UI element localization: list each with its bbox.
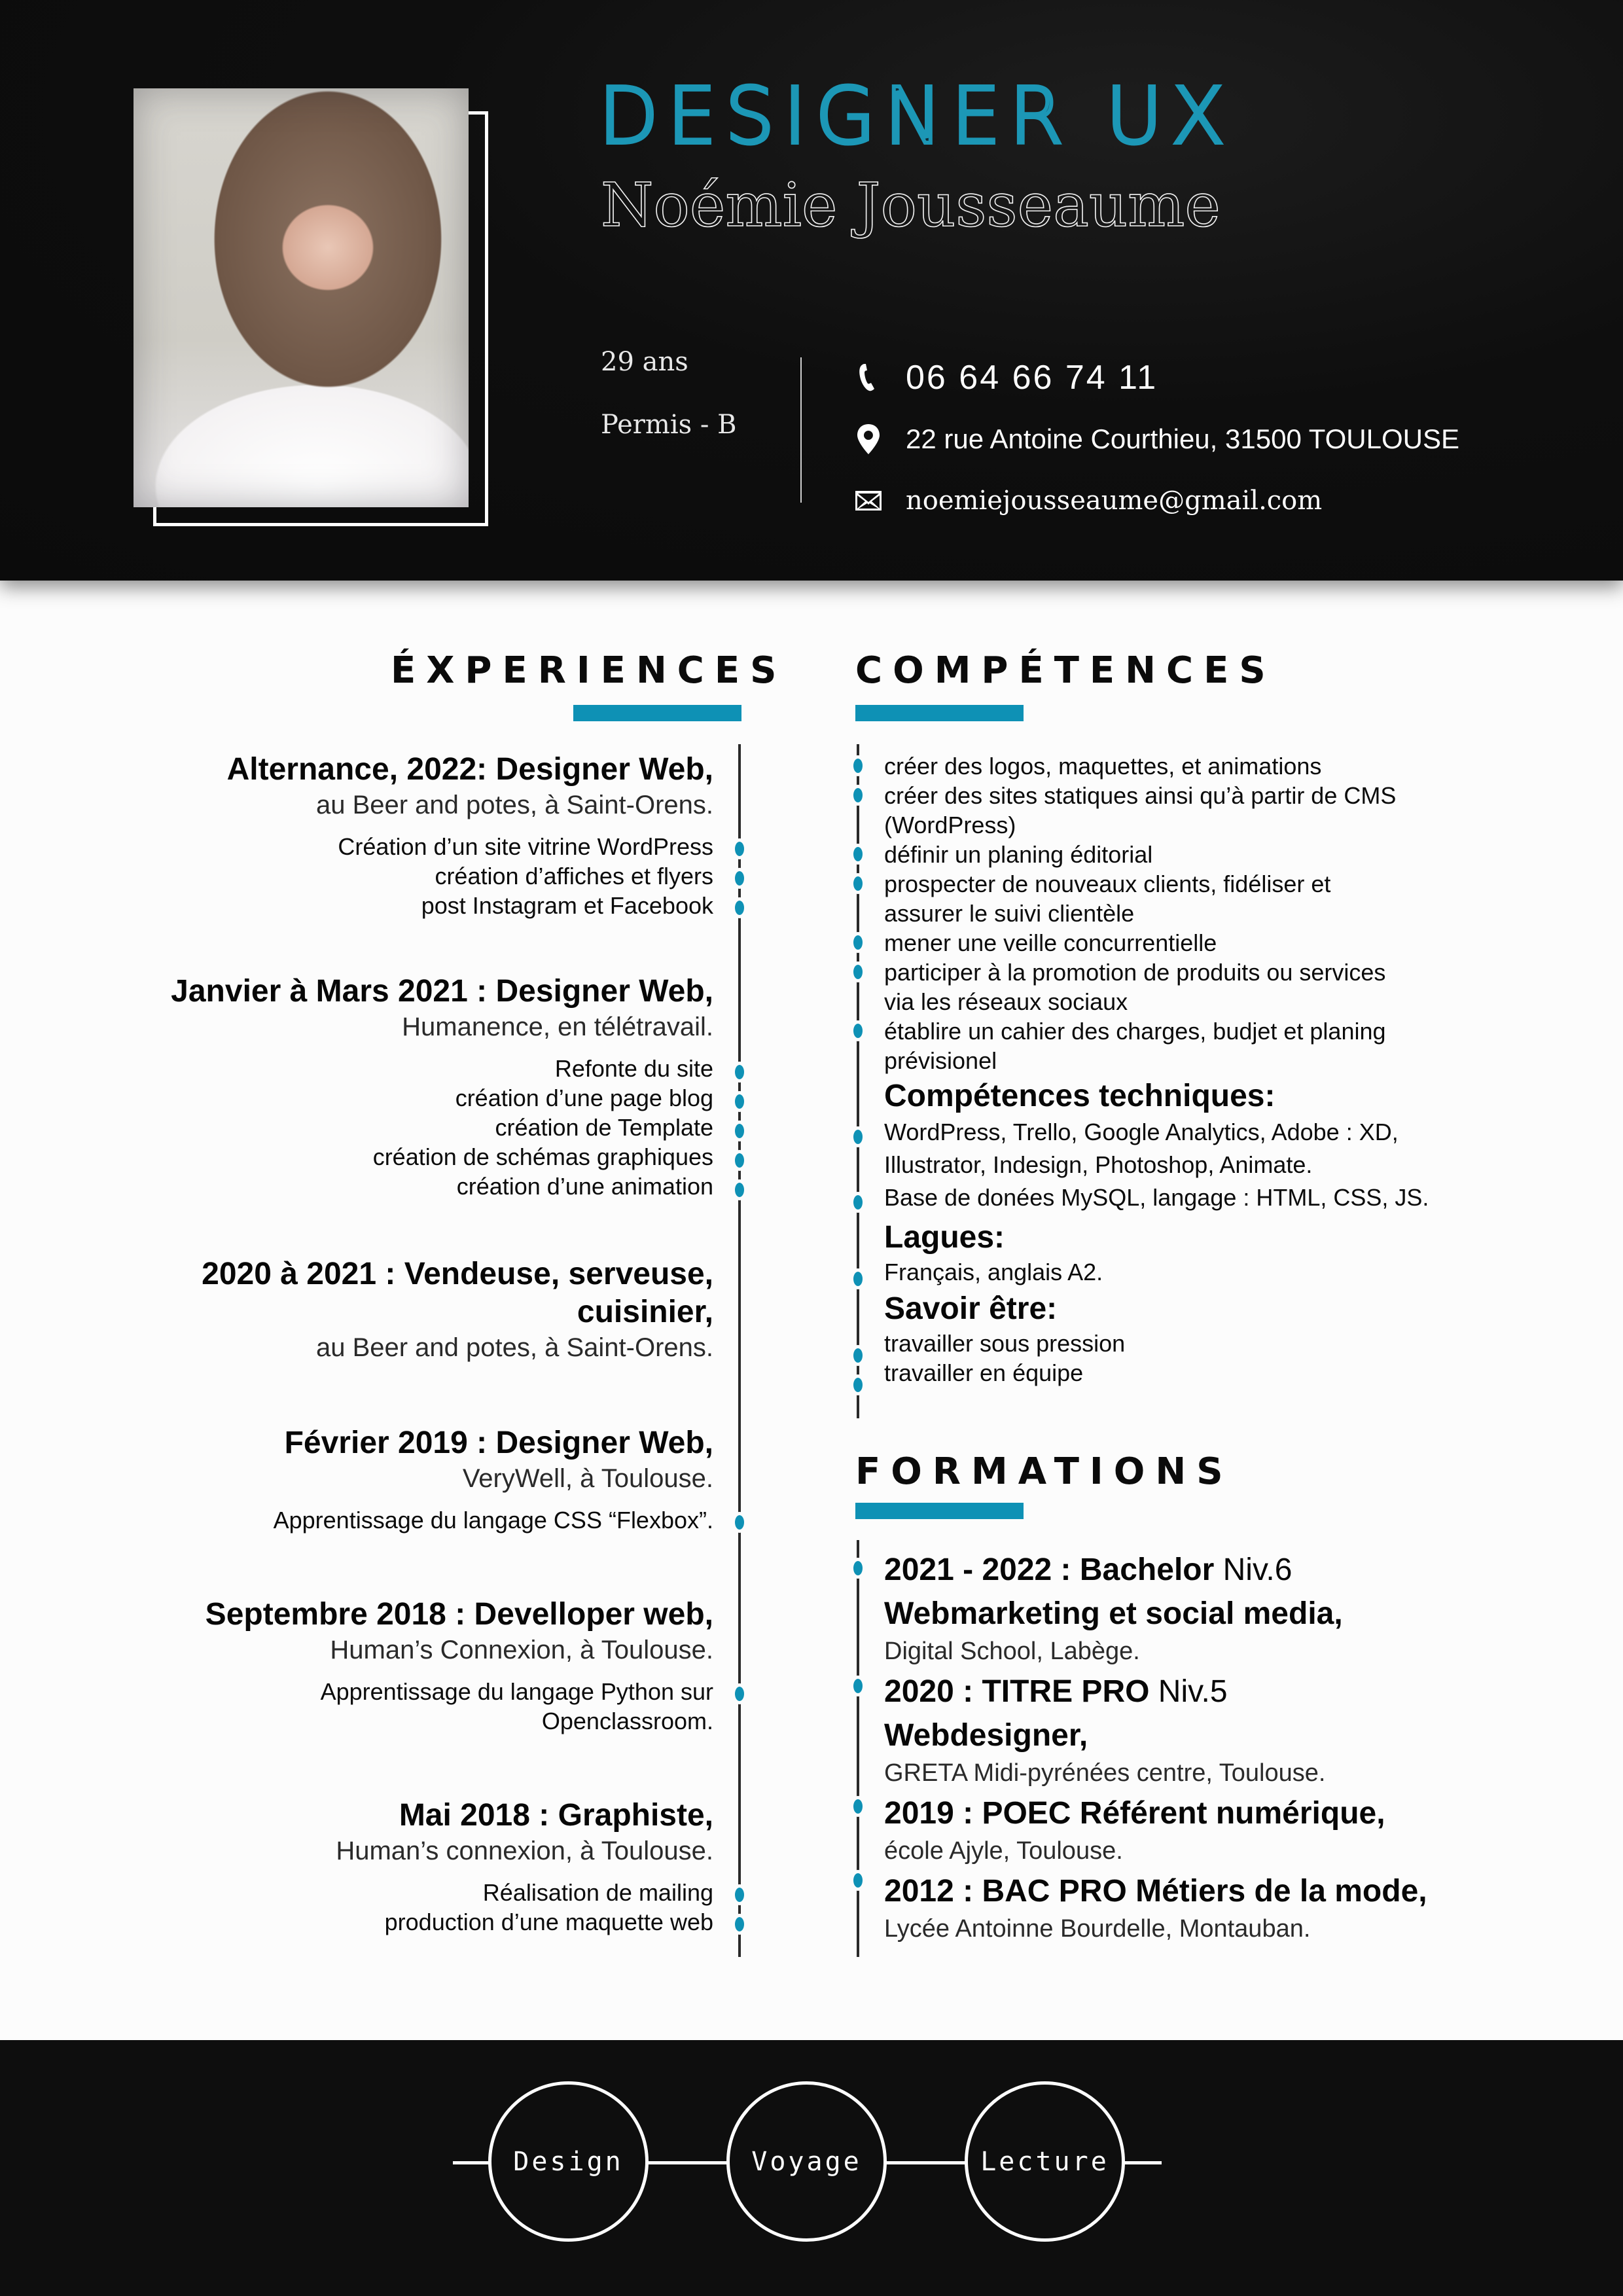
experience-place: au Beer and potes, à Saint-Orens. — [315, 1333, 713, 1362]
experience-title: Janvier à Mars 2021 : Designer Web, — [171, 974, 713, 1009]
skill-item: définir un planing éditorial — [884, 841, 1153, 868]
skill-item: travailler sous pression — [884, 1330, 1126, 1357]
contact-list — [854, 347, 1459, 531]
experience-task: Apprentissage du langage Python sur — [320, 1678, 713, 1705]
formations-heading: FORMATIONS — [855, 1450, 1234, 1493]
timeline-dot — [853, 1378, 863, 1392]
skill-item: participer à la promotion de produits ou services — [884, 959, 1386, 986]
experience-task: post Instagram et Facebook — [421, 892, 713, 919]
timeline-dot — [735, 1888, 744, 1902]
personal-info — [601, 347, 737, 473]
experience-item — [274, 1424, 713, 1535]
skill-item: Base de donées MySQL, langage : HTML, CSS, JS. — [884, 1184, 1429, 1211]
formation-degree: 2020 : TITRE PRO — [884, 1674, 1150, 1709]
experience-place: Humanence, en télétravail. — [402, 1013, 713, 1041]
header-divider — [800, 357, 802, 503]
skill-item-cont: Illustrator, Indesign, Photoshop, Animate. — [884, 1151, 1313, 1178]
experience-place: au Beer and potes, à Saint-Orens. — [315, 791, 713, 819]
phone-icon — [854, 363, 883, 392]
timeline-dot — [735, 1065, 744, 1079]
formation-place: Lycée Antoinne Bourdelle, Montauban. — [884, 1915, 1311, 1943]
timeline-dot — [853, 847, 863, 861]
experiences-accent-bar — [573, 705, 741, 721]
experience-place: Human’s Connexion, à Toulouse. — [330, 1636, 713, 1664]
phone-number: 06 64 66 74 11 — [906, 359, 1158, 397]
formation-item — [884, 1791, 1525, 1867]
experience-title: Février 2019 : Designer Web, — [284, 1426, 713, 1460]
technical-skills-heading: Compétences techniques: — [884, 1079, 1275, 1113]
formation-item — [884, 1670, 1525, 1789]
experience-task: Réalisation de mailing — [482, 1879, 713, 1906]
formation-title: 2012 : BAC PRO Métiers de la mode, — [884, 1874, 1427, 1909]
experience-place: Human’s connexion, à Toulouse. — [336, 1837, 713, 1865]
hobby-design: Design — [488, 2081, 649, 2242]
experience-task: création d’affiches et flyers — [435, 863, 713, 889]
skill-item-cont: via les réseaux sociaux — [884, 988, 1128, 1015]
timeline-dot — [853, 1272, 863, 1286]
experience-task: Création d’un site vitrine WordPress — [338, 833, 713, 860]
formations-timeline — [857, 1540, 859, 1957]
timeline-dot — [853, 788, 863, 802]
experience-title: Alternance, 2022: Designer Web, — [226, 752, 713, 787]
timeline-dot — [853, 1561, 863, 1575]
experiences-timeline — [738, 744, 741, 1957]
formations-accent-bar — [855, 1503, 1024, 1519]
candidate-name: Noémie Jousseaume — [601, 170, 1221, 240]
timeline-dot — [735, 842, 744, 856]
timeline-dot — [853, 876, 863, 891]
skill-item: créer des sites statiques ainsi qu’à partir de CMS — [884, 782, 1397, 809]
languages-heading: Lagues: — [884, 1220, 1005, 1255]
formation-level: Niv.6 — [1214, 1552, 1293, 1587]
formation-place: école Ajyle, Toulouse. — [884, 1837, 1123, 1865]
skill-item: établire un cahier des charges, budjet et planing — [884, 1018, 1386, 1045]
timeline-dot — [853, 1195, 863, 1210]
skill-item-cont: (WordPress) — [884, 812, 1016, 838]
hobby-lecture: Lecture — [965, 2081, 1125, 2242]
experience-task: création de schémas graphiques — [372, 1143, 713, 1170]
skill-item-cont: assurer le suivi clientèle — [884, 900, 1135, 927]
skill-item: travailler en équipe — [884, 1359, 1084, 1386]
experience-task: production d’une maquette web — [384, 1909, 713, 1935]
competences-timeline — [857, 744, 859, 1418]
timeline-dot — [853, 1024, 863, 1038]
formation-item — [884, 1548, 1525, 1667]
skill-item: WordPress, Trello, Google Analytics, Adobe : XD, — [884, 1119, 1399, 1145]
experience-item — [202, 1255, 713, 1364]
experience-item — [171, 973, 713, 1201]
address: 22 rue Antoine Courthieu, 31500 TOULOUSE — [906, 423, 1459, 454]
formation-title — [884, 1548, 1525, 1592]
contact-address[interactable] — [854, 408, 1459, 470]
experience-title-cont: cuisinier, — [577, 1295, 713, 1329]
profile-photo — [134, 88, 469, 507]
envelope-icon — [854, 486, 883, 515]
timeline-dot — [735, 1515, 744, 1530]
formation-item — [884, 1869, 1525, 1945]
driving-license: Permis - B — [601, 410, 737, 440]
timeline-dot — [735, 871, 744, 886]
timeline-dot — [853, 965, 863, 979]
skill-item-cont: prévisionel — [884, 1047, 997, 1074]
skill-item: créer des logos, maquettes, et animations — [884, 753, 1322, 780]
timeline-dot — [853, 1799, 863, 1814]
experience-task: Openclassroom. — [541, 1708, 713, 1734]
job-title: DESIGNER UX — [599, 71, 1234, 161]
skill-item: mener une veille concurrentielle — [884, 929, 1217, 956]
competences-accent-bar — [855, 705, 1024, 721]
experience-task: création d’une animation — [456, 1173, 713, 1200]
formation-field: Webdesigner, — [884, 1718, 1088, 1753]
experience-place: VeryWell, à Toulouse. — [462, 1464, 713, 1493]
formation-place: GRETA Midi-pyrénées centre, Toulouse. — [884, 1759, 1326, 1787]
contact-phone[interactable] — [854, 347, 1459, 408]
location-pin-icon — [854, 425, 883, 454]
formation-place: Digital School, Labège. — [884, 1638, 1140, 1665]
timeline-dot — [735, 901, 744, 915]
contact-email[interactable] — [854, 470, 1459, 531]
timeline-dot — [853, 1348, 863, 1363]
competences-heading: COMPÉTENCES — [855, 649, 1276, 692]
experience-item — [205, 1596, 713, 1736]
timeline-dot — [853, 935, 863, 950]
formation-title — [884, 1670, 1525, 1713]
competences-list — [884, 751, 1525, 1388]
formation-title: 2019 : POEC Référent numérique, — [884, 1796, 1385, 1831]
timeline-dot — [735, 1094, 744, 1109]
timeline-dot — [735, 1124, 744, 1138]
experience-title: 2020 à 2021 : Vendeuse, serveuse, — [202, 1257, 713, 1291]
timeline-dot — [853, 1679, 863, 1693]
timeline-dot — [853, 1873, 863, 1888]
timeline-dot — [735, 1153, 744, 1168]
experience-item — [336, 1797, 713, 1937]
formation-level: Niv.5 — [1149, 1674, 1228, 1709]
formations-list — [884, 1548, 1525, 1945]
timeline-dot — [853, 759, 863, 773]
skill-item: Français, anglais A2. — [884, 1259, 1103, 1285]
experience-task: Refonte du site — [554, 1055, 713, 1082]
timeline-dot — [853, 1130, 863, 1144]
experience-title: Mai 2018 : Graphiste, — [399, 1798, 713, 1833]
timeline-dot — [735, 1917, 744, 1931]
skill-item: prospecter de nouveaux clients, fidéliser et — [884, 870, 1331, 897]
formation-field: Webmarketing et social media, — [884, 1596, 1343, 1631]
soft-skills-heading: Savoir être: — [884, 1291, 1058, 1326]
timeline-dot — [735, 1183, 744, 1197]
experiences-heading: ÉXPERIENCES — [391, 649, 787, 692]
timeline-dot — [735, 1687, 744, 1701]
experience-task: création de Template — [495, 1114, 713, 1141]
experience-title: Septembre 2018 : Develloper web, — [205, 1597, 713, 1632]
experience-task: Apprentissage du langage CSS “Flexbox”. — [273, 1507, 713, 1534]
formation-degree: 2021 - 2022 : Bachelor — [884, 1552, 1215, 1587]
experience-task: création d’une page blog — [455, 1085, 713, 1111]
age: 29 ans — [601, 347, 688, 377]
experience-item — [227, 751, 713, 920]
header-banner — [0, 0, 1623, 581]
email: noemiejousseaume@gmail.com — [906, 486, 1323, 516]
hobby-voyage: Voyage — [726, 2081, 887, 2242]
